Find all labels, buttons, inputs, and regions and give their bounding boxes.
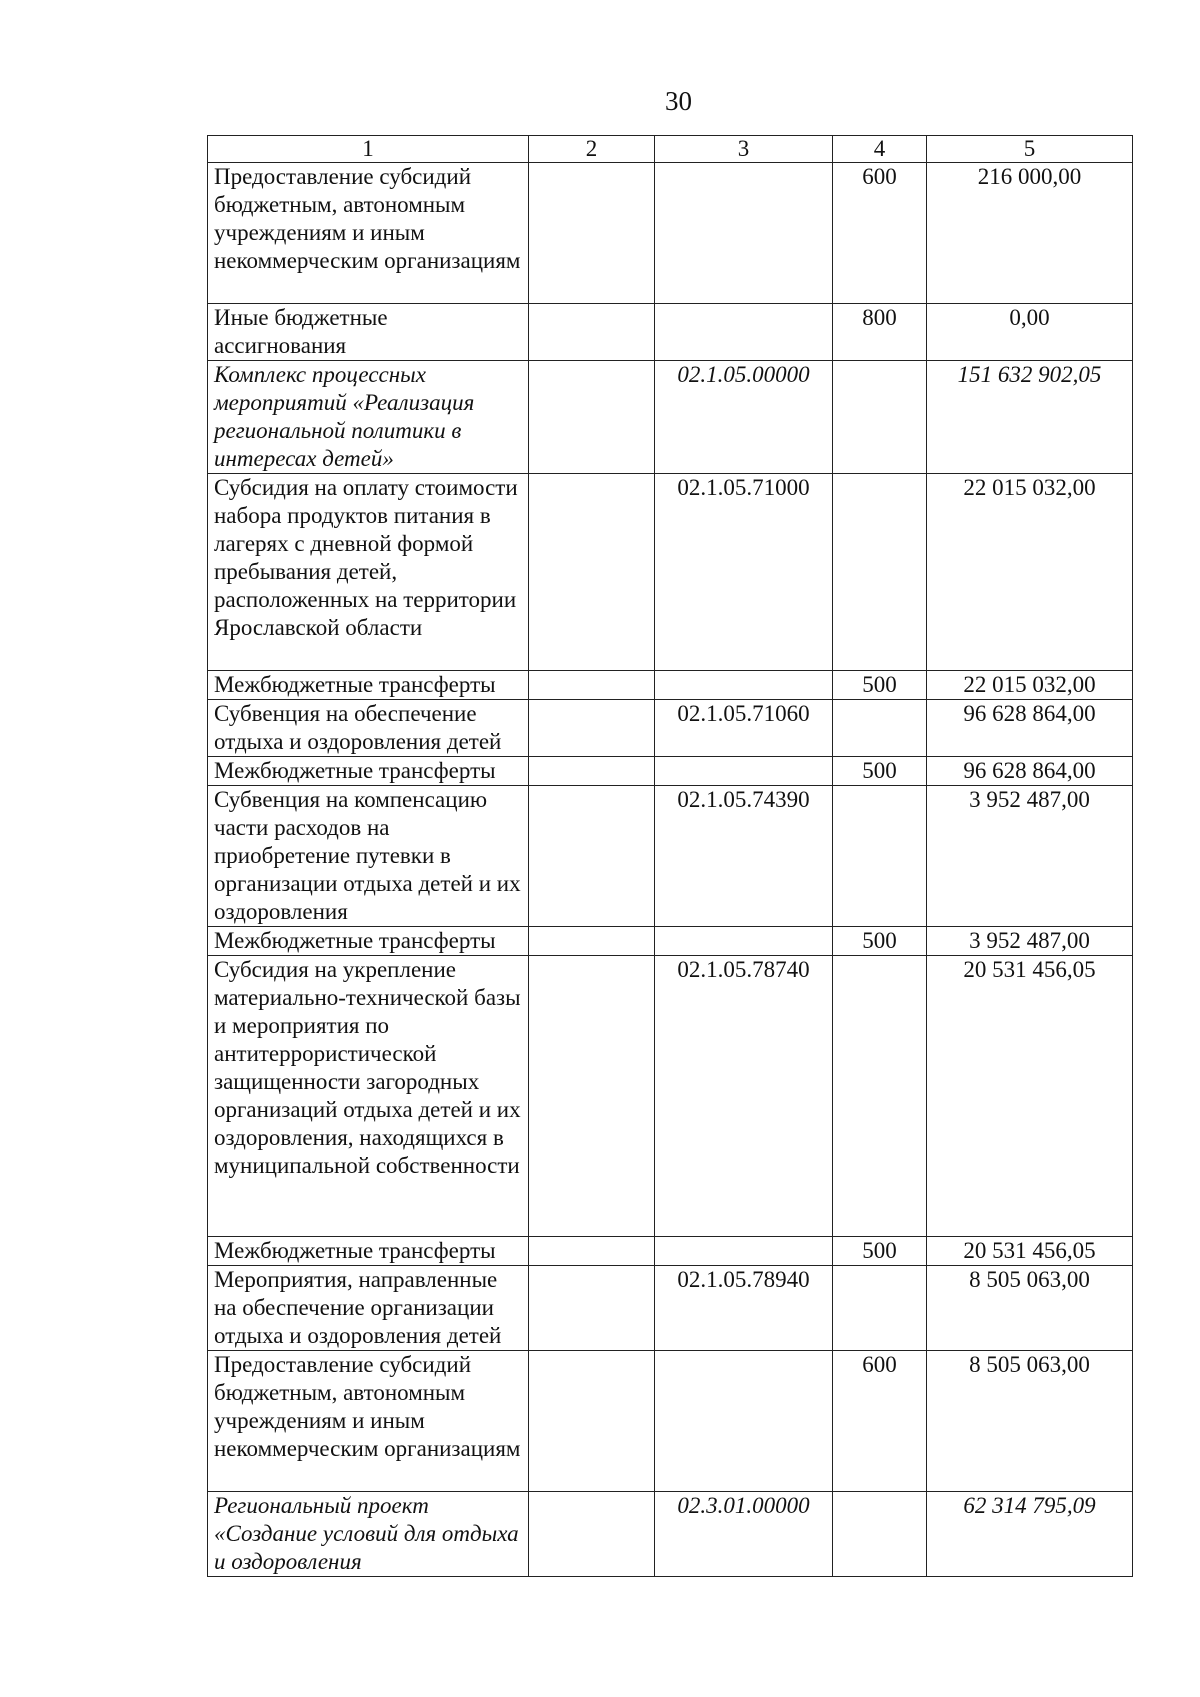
row-kind-cell: 600 bbox=[833, 1351, 927, 1492]
row-code-cell: 02.3.01.00000 bbox=[655, 1492, 833, 1577]
budget-table bbox=[207, 135, 1133, 1577]
header-col-1: 1 bbox=[208, 136, 529, 163]
row-sum-cell: 3 952 487,00 bbox=[927, 927, 1133, 956]
row-col2-cell bbox=[529, 700, 655, 757]
row-sum-cell: 22 015 032,00 bbox=[927, 671, 1133, 700]
row-code-cell bbox=[655, 304, 833, 361]
row-col2-cell bbox=[529, 956, 655, 1237]
table-row bbox=[208, 927, 1133, 956]
table-row bbox=[208, 1237, 1133, 1266]
row-col2-cell bbox=[529, 1492, 655, 1577]
row-code-cell bbox=[655, 927, 833, 956]
row-kind-cell bbox=[833, 786, 927, 927]
table-row bbox=[208, 1351, 1133, 1492]
row-code-cell bbox=[655, 163, 833, 304]
row-name-cell: Субсидия на оплату стоимости набора продуктов питания в лагерях с дневной формой пребывания детей, расположенных на территории Ярославской области bbox=[208, 474, 529, 671]
row-sum-cell: 216 000,00 bbox=[927, 163, 1133, 304]
row-name-cell: Субвенция на обеспечение отдыха и оздоровления детей bbox=[208, 700, 529, 757]
row-code-cell: 02.1.05.71000 bbox=[655, 474, 833, 671]
row-name-cell: Мероприятия, направленные на обеспечение организации отдыха и оздоровления детей bbox=[208, 1266, 529, 1351]
row-code-cell bbox=[655, 1351, 833, 1492]
row-kind-cell: 500 bbox=[833, 1237, 927, 1266]
row-code-cell: 02.1.05.00000 bbox=[655, 361, 833, 474]
table-row bbox=[208, 1266, 1133, 1351]
row-kind-cell bbox=[833, 1266, 927, 1351]
row-code-cell bbox=[655, 1237, 833, 1266]
header-col-2: 2 bbox=[529, 136, 655, 163]
row-name-cell: Межбюджетные трансферты bbox=[208, 927, 529, 956]
table-row bbox=[208, 361, 1133, 474]
page-number: 30 bbox=[665, 86, 692, 116]
table-row bbox=[208, 956, 1133, 1237]
row-sum-cell: 62 314 795,09 bbox=[927, 1492, 1133, 1577]
row-name-cell: Иные бюджетные ассигнования bbox=[208, 304, 529, 361]
row-col2-cell bbox=[529, 1266, 655, 1351]
row-sum-cell: 8 505 063,00 bbox=[927, 1351, 1133, 1492]
row-sum-cell: 96 628 864,00 bbox=[927, 757, 1133, 786]
row-name-cell: Предоставление субсидий бюджетным, автономным учреждениям и иным некоммерческим организациям bbox=[208, 1351, 529, 1492]
row-kind-cell: 500 bbox=[833, 927, 927, 956]
table-header-row bbox=[208, 136, 1133, 163]
row-kind-cell bbox=[833, 361, 927, 474]
row-code-cell: 02.1.05.78940 bbox=[655, 1266, 833, 1351]
row-code-cell bbox=[655, 671, 833, 700]
row-sum-cell: 151 632 902,05 bbox=[927, 361, 1133, 474]
row-name-cell: Межбюджетные трансферты bbox=[208, 1237, 529, 1266]
header-col-5: 5 bbox=[927, 136, 1133, 163]
row-col2-cell bbox=[529, 927, 655, 956]
row-sum-cell: 3 952 487,00 bbox=[927, 786, 1133, 927]
row-col2-cell bbox=[529, 304, 655, 361]
row-name-cell: Предоставление субсидий бюджетным, автономным учреждениям и иным некоммерческим организациям bbox=[208, 163, 529, 304]
row-sum-cell: 20 531 456,05 bbox=[927, 956, 1133, 1237]
row-kind-cell bbox=[833, 956, 927, 1237]
row-kind-cell bbox=[833, 700, 927, 757]
table-row bbox=[208, 671, 1133, 700]
table-row bbox=[208, 757, 1133, 786]
table-row bbox=[208, 786, 1133, 927]
row-col2-cell bbox=[529, 757, 655, 786]
row-col2-cell bbox=[529, 1237, 655, 1266]
row-kind-cell: 500 bbox=[833, 671, 927, 700]
table-row bbox=[208, 163, 1133, 304]
row-kind-cell bbox=[833, 1492, 927, 1577]
row-kind-cell: 500 bbox=[833, 757, 927, 786]
row-kind-cell bbox=[833, 474, 927, 671]
table-row bbox=[208, 304, 1133, 361]
row-code-cell: 02.1.05.78740 bbox=[655, 956, 833, 1237]
row-kind-cell: 600 bbox=[833, 163, 927, 304]
row-col2-cell bbox=[529, 361, 655, 474]
row-name-cell: Региональный проект «Создание условий для отдыха и оздоровления bbox=[208, 1492, 529, 1577]
header-col-4: 4 bbox=[833, 136, 927, 163]
row-col2-cell bbox=[529, 671, 655, 700]
row-col2-cell bbox=[529, 163, 655, 304]
row-sum-cell: 0,00 bbox=[927, 304, 1133, 361]
table-row bbox=[208, 474, 1133, 671]
table-row bbox=[208, 1492, 1133, 1577]
table-row bbox=[208, 700, 1133, 757]
row-col2-cell bbox=[529, 474, 655, 671]
row-name-cell: Субвенция на компенсацию части расходов на приобретение путевки в организации отдыха детей и их оздоровления bbox=[208, 786, 529, 927]
row-name-cell: Комплекс процессных мероприятий «Реализация региональной политики в интересах детей» bbox=[208, 361, 529, 474]
row-sum-cell: 96 628 864,00 bbox=[927, 700, 1133, 757]
row-sum-cell: 22 015 032,00 bbox=[927, 474, 1133, 671]
row-code-cell bbox=[655, 757, 833, 786]
row-sum-cell: 8 505 063,00 bbox=[927, 1266, 1133, 1351]
row-sum-cell: 20 531 456,05 bbox=[927, 1237, 1133, 1266]
row-kind-cell: 800 bbox=[833, 304, 927, 361]
row-col2-cell bbox=[529, 786, 655, 927]
row-name-cell: Межбюджетные трансферты bbox=[208, 757, 529, 786]
row-code-cell: 02.1.05.71060 bbox=[655, 700, 833, 757]
row-code-cell: 02.1.05.74390 bbox=[655, 786, 833, 927]
row-col2-cell bbox=[529, 1351, 655, 1492]
row-name-cell: Межбюджетные трансферты bbox=[208, 671, 529, 700]
header-col-3: 3 bbox=[655, 136, 833, 163]
row-name-cell: Субсидия на укрепление материально-технической базы и мероприятия по антитеррористической защищенности загородных организаций отдыха детей и их оздоровления, находящихся в муниципальной собственности bbox=[208, 956, 529, 1237]
